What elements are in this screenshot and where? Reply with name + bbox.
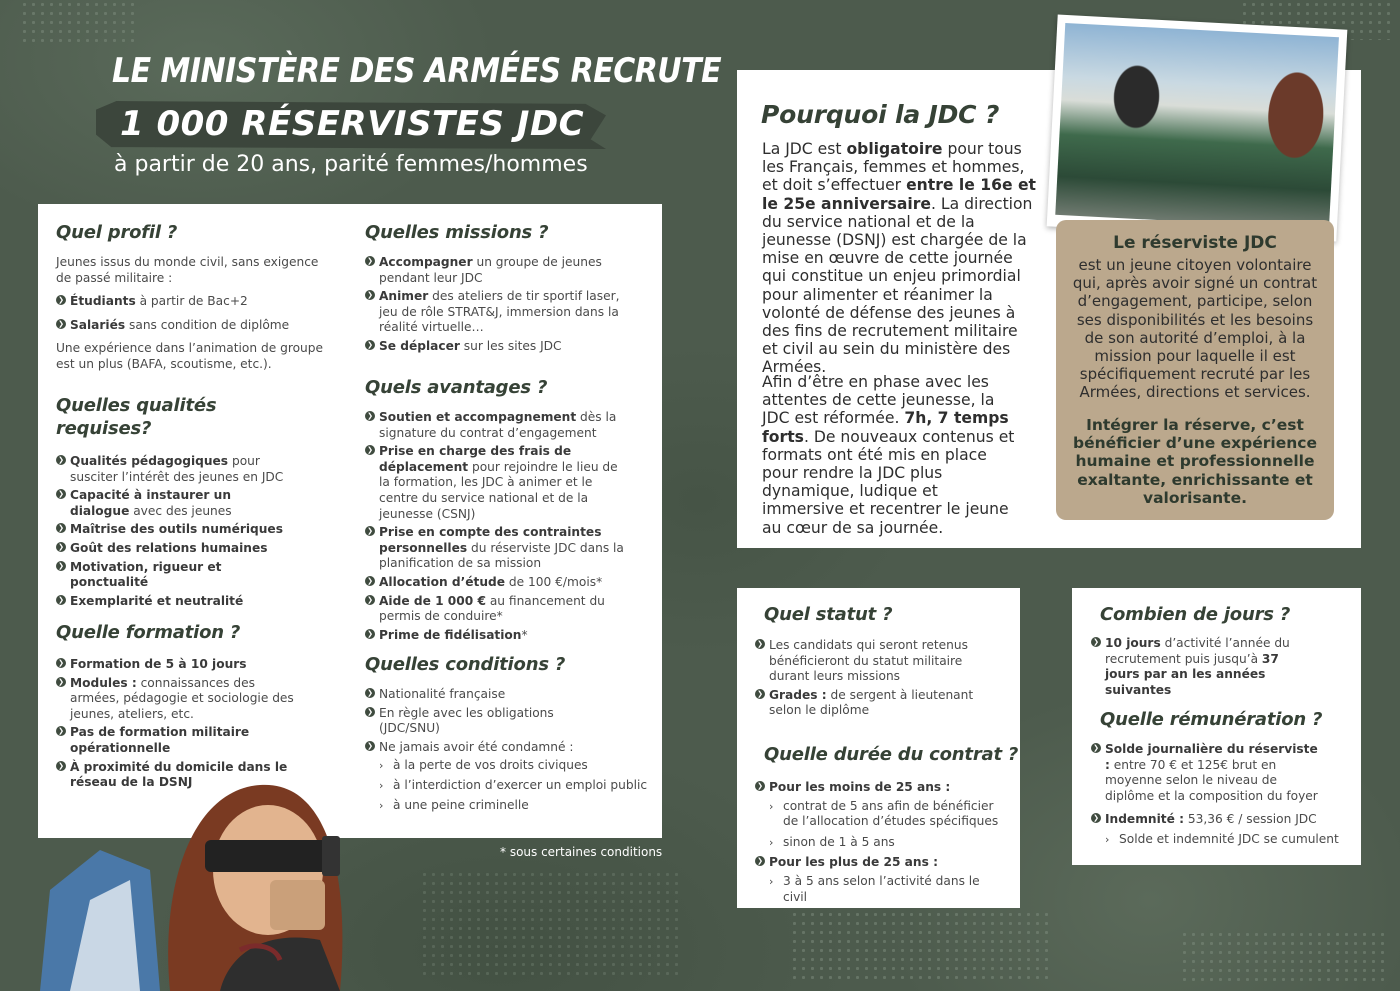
list-item: ❯ 10 jours d’activité l’année du recrutement puis jusqu’à 37 jours par an les années suivantes: [1091, 636, 1316, 698]
hero-line-3: à partir de 20 ans, parité femmes/hommes: [114, 152, 588, 177]
profil-intro: Jeunes issus du monde civil, sans exigence de passé militaire :: [56, 255, 319, 285]
list-item: ❯ Étudiants à partir de Bac+2: [56, 294, 326, 310]
pourquoi-paragraph-2: Afin d’être en phase avec les attentes de cette jeunesse, la JDC est réformée. 7h, 7 temps forts. De nouveaux contenus et formats ont été mis en place pour rendre la JDC plus dynamique, ludique et immersive et recentrer le jeune au cœur de sa journée.: [762, 373, 1015, 537]
list-item: ❯ Animer des ateliers de tir sportif laser, jeu de rôle STRAT&J, immersion dans la réalité virtuelle…: [365, 289, 625, 336]
list-item: ❯ Aide de 1 000 € au financement du permis de conduire*: [365, 594, 630, 625]
reserviste-text: est un jeune citoyen volontaire qui, après avoir signé un contrat d’engagement, participe, selon ses disponibilités et les besoins de son autorité d’emploi, à la mission pour laquelle il est spécifiquement recruté par les Armées, directions et services.: [1072, 256, 1318, 402]
hero-line-2: 1 000 RÉSERVISTES JDC: [120, 104, 585, 144]
list-item: ❯ Goût des relations humaines: [56, 541, 291, 557]
sub-item: › à l’interdiction d’exercer un emploi public: [379, 777, 648, 792]
list-item: ❯ En règle avec les obligations (JDC/SNU): [365, 706, 554, 737]
profil-title: Quel profil ?: [56, 222, 178, 243]
reserviste-box: [1056, 220, 1334, 520]
list-item: ❯ Se déplacer sur les sites JDC: [365, 339, 625, 355]
list-item: ❯ Exemplarité et neutralité: [56, 594, 291, 610]
woman-with-vr-headset-image: [40, 770, 350, 991]
list-item: ❯ À proximité du domicile dans le réseau de la DSNJ: [56, 760, 306, 791]
left-card: [38, 204, 662, 838]
sub-item: › à la perte de vos droits civiques: [379, 758, 588, 773]
list-item: ❯ Nationalité française: [365, 687, 650, 703]
duree-title: Quelle durée du contrat ?: [764, 744, 1019, 765]
statut-card: [737, 588, 1020, 908]
duree-list: [755, 780, 1005, 905]
qualites-title: Quelles qualités requises?: [56, 395, 217, 439]
list-item: ❯ Grades : de sergent à lieutenant selon le diplôme: [755, 688, 1000, 719]
list-item: ❯ Solde journalière du réserviste : entre 70 € et 125€ brut en moyenne selon le niveau de diplôme et la composition du foyer: [1091, 742, 1323, 804]
list-item: ❯ Accompagner un groupe de jeunes pendant leur JDC: [365, 255, 625, 286]
list-item: ❯ Prise en compte des contraintes personnelles du réserviste JDC dans la planification de sa mission: [365, 525, 630, 572]
sub-item: › contrat de 5 ans afin de bénéficier de l’allocation d’études spécifiques: [769, 798, 999, 829]
photo-image: [1055, 23, 1339, 229]
pourquoi-title: Pourquoi la JDC ?: [761, 100, 1000, 129]
dot-pattern: [20, 0, 140, 45]
list-item: ❯ Soutien et accompagnement dès la signature du contrat d’engagement: [365, 410, 630, 441]
list-item: ❯ Allocation d’étude de 100 €/mois*: [365, 575, 630, 591]
students-photo: [1047, 15, 1348, 242]
list-item: ❯ Les candidats qui seront retenus bénéficieront du statut militaire durant leurs missions: [755, 638, 1000, 685]
qualites-section: [56, 394, 296, 609]
conditions-section: [365, 654, 650, 813]
footnote: * sous certaines conditions: [500, 845, 663, 859]
pourquoi-paragraph-1: La JDC est obligatoire pour tous les Français, femmes et hommes, et doit s’effectuer entre le 16e et le 25e anniversaire. La direction du service national et de la jeunesse (DSNJ) est chargée de la mise en œuvre de cette journée qui constitue un enjeu primordial pour alimenter et réanimer la volonté de défense des jeunes à des fins de recrutement militaire et civil au sein du ministère des Armées.: [762, 140, 1036, 377]
list-item: ❯ Prise en charge des frais de déplacement pour rejoindre le lieu de la formation, les JDC à animer et le centre du service national et de la jeunesse (CSNJ): [365, 444, 630, 522]
formation-title: Quelle formation ?: [56, 622, 241, 643]
missions-section: [365, 222, 625, 355]
hero-line-1: LE MINISTÈRE DES ARMÉES RECRUTE: [112, 52, 722, 92]
list-item: ❯ Pour les moins de 25 ans :: [755, 780, 1005, 796]
profil-section: [56, 222, 326, 373]
statut-title: Quel statut ?: [764, 604, 893, 625]
avantages-title: Quels avantages ?: [365, 377, 548, 398]
list-item: ❯ Pas de formation militaire opérationnelle: [56, 725, 306, 756]
list-item: ❯ Qualités pédagogiques pour susciter l’intérêt des jeunes en JDC: [56, 454, 291, 485]
jours-card: [1072, 588, 1361, 865]
jours-title: Combien de jours ?: [1100, 604, 1291, 625]
formation-section: [56, 622, 306, 791]
conditions-title: Quelles conditions ?: [365, 654, 566, 675]
list-item: ❯ Modules : connaissances des armées, pédagogie et sociologie des jeunes, ateliers, etc.: [56, 676, 306, 723]
missions-title: Quelles missions ?: [365, 222, 549, 243]
list-item: ❯ Formation de 5 à 10 jours: [56, 657, 306, 673]
list-item: ❯ Capacité à instaurer un dialogue avec des jeunes: [56, 488, 291, 519]
reserviste-highlight: Intégrer la réserve, c’est bénéficier d’une expérience humaine et professionnelle exaltante, enrichissante et valorisante.: [1073, 416, 1317, 507]
dot-pattern: [1180, 930, 1390, 985]
dot-pattern: [790, 910, 1050, 985]
list-item: ❯ Prime de fidélisation*: [365, 628, 630, 644]
sub-item: › Solde et indemnité JDC se cumulent: [1105, 832, 1339, 846]
dot-pattern: [420, 870, 680, 980]
profil-outro: Une expérience dans l’animation de groupe est un plus (BAFA, scoutisme, etc.).: [56, 341, 323, 371]
list-item: ❯ Indemnité : 53,36 € / session JDC: [1091, 812, 1323, 828]
sub-item: › 3 à 5 ans selon l’activité dans le civil: [769, 873, 980, 904]
list-item: ❯ Salariés sans condition de diplôme: [56, 318, 326, 334]
avantages-section: [365, 377, 630, 643]
sub-item: › sinon de 1 à 5 ans: [769, 834, 895, 849]
sub-item: › à une peine criminelle: [379, 797, 529, 812]
list-item: ❯ Ne jamais avoir été condamné :: [365, 740, 650, 756]
list-item: ❯ Pour les plus de 25 ans :: [755, 855, 1005, 871]
list-item: ❯ Maîtrise des outils numériques: [56, 522, 291, 538]
reserviste-title: Le réserviste JDC: [1113, 233, 1277, 253]
remuneration-title: Quelle rémunération ?: [1100, 709, 1323, 730]
list-item: ❯ Motivation, rigueur et ponctualité: [56, 560, 291, 591]
